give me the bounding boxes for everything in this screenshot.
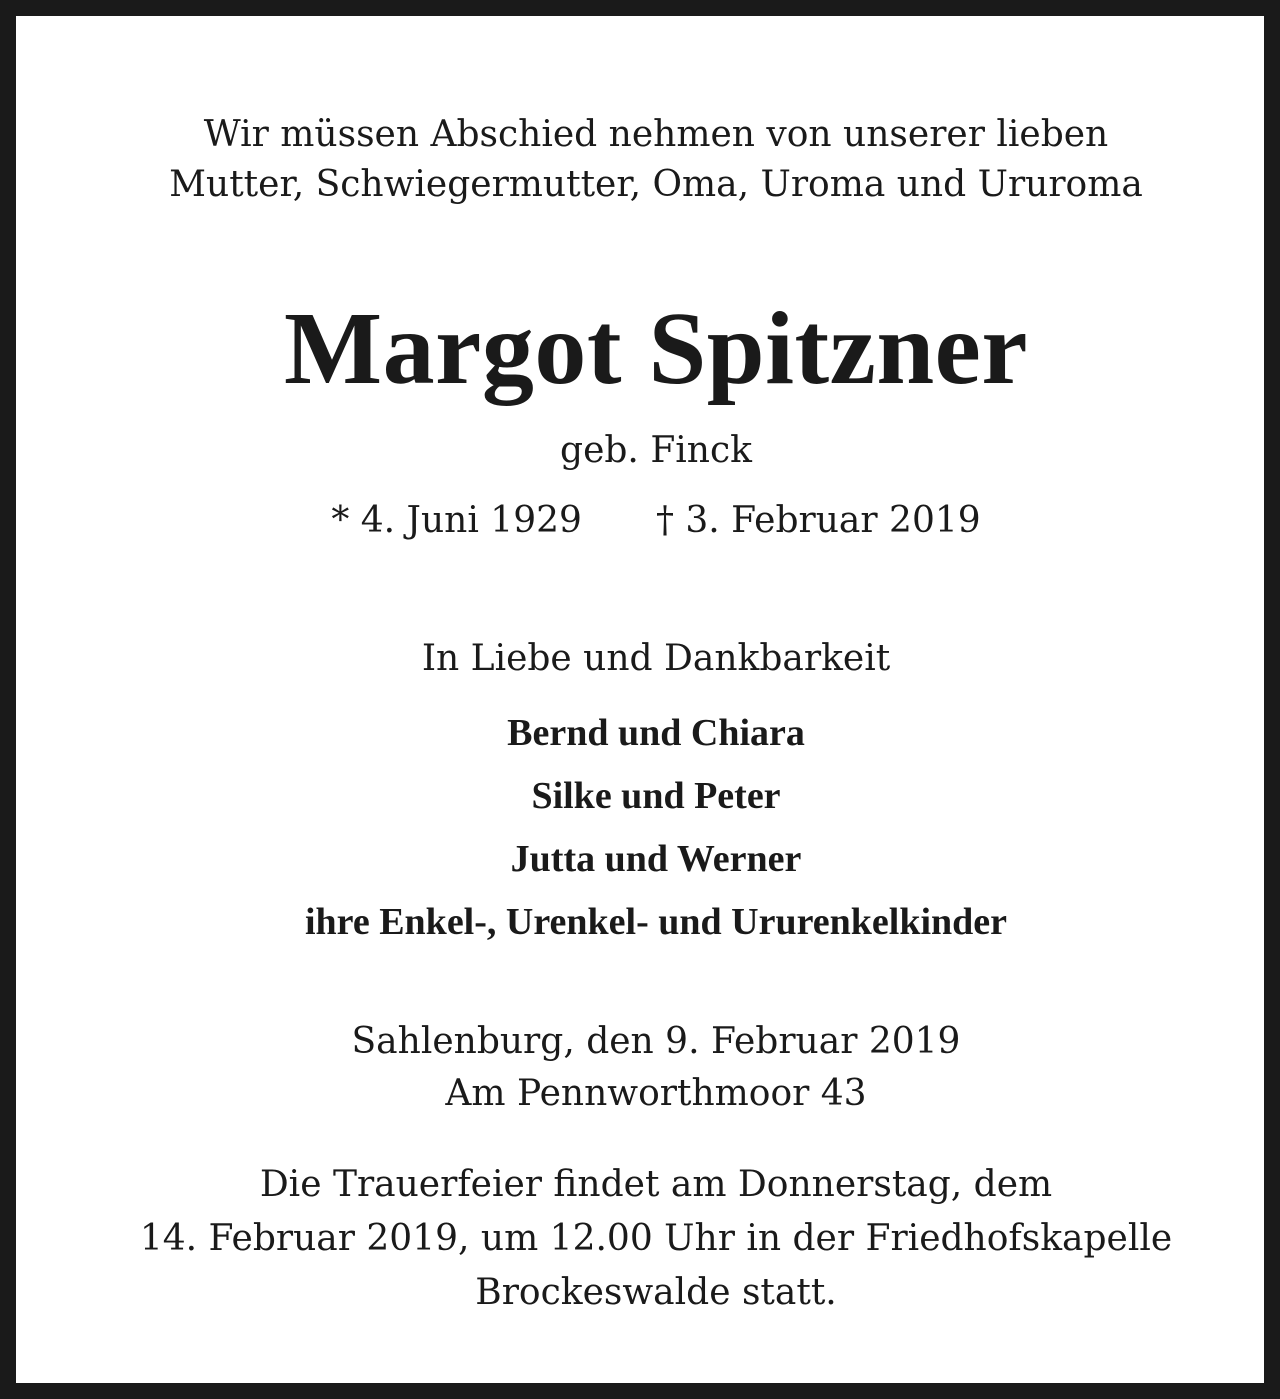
funeral-line-2: 14. Februar 2019, um 12.00 Uhr in der Friedhofskapelle bbox=[139, 1218, 1173, 1259]
mourners-intro: In Liebe und Dankbarkeit bbox=[421, 638, 891, 679]
funeral-line-3: Brockeswalde statt. bbox=[475, 1272, 837, 1313]
mourner-entry: Silke und Peter bbox=[531, 775, 781, 817]
maiden-name: geb. Finck bbox=[560, 430, 752, 471]
mourner-entry: Jutta und Werner bbox=[510, 838, 802, 880]
death-date: † 3. Februar 2019 bbox=[655, 500, 981, 541]
deceased-name: Margot Spitzner bbox=[284, 291, 1028, 406]
intro-text bbox=[32, 110, 1280, 210]
mourner-entry: Bernd und Chiara bbox=[507, 712, 805, 754]
place-date: Sahlenburg, den 9. Februar 2019 bbox=[351, 1021, 961, 1062]
birth-date: * 4. Juni 1929 bbox=[331, 500, 582, 541]
life-dates bbox=[32, 496, 1280, 546]
intro-line-2: Mutter, Schwiegermutter, Oma, Uroma und Ururoma bbox=[169, 164, 1143, 205]
mourner-entry: ihre Enkel-, Urenkel- und Ururenkelkinder bbox=[304, 901, 1008, 943]
address: Am Pennworthmoor 43 bbox=[445, 1073, 867, 1114]
funeral-line-1: Die Trauerfeier findet am Donnerstag, dem bbox=[259, 1164, 1053, 1205]
mourners-list bbox=[32, 702, 1280, 954]
funeral-notice bbox=[32, 1158, 1280, 1320]
intro-line-1: Wir müssen Abschied nehmen von unserer lieben bbox=[203, 114, 1109, 155]
place-and-address bbox=[32, 1016, 1280, 1120]
